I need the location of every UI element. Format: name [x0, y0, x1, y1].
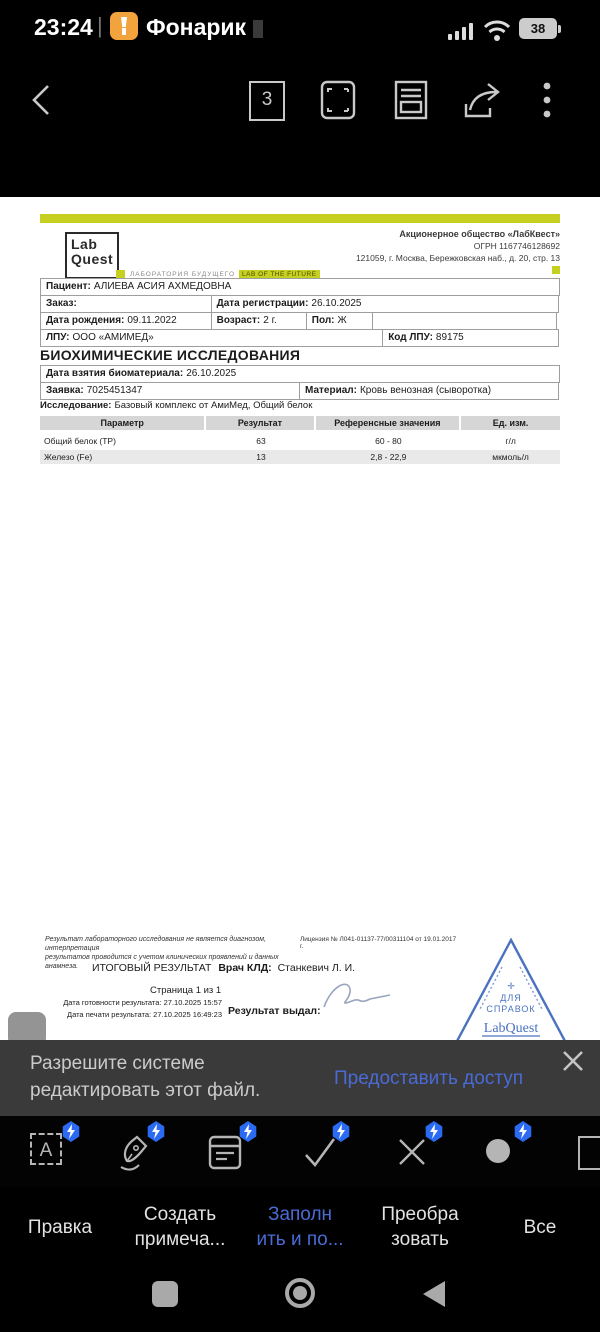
header-square — [552, 266, 560, 274]
document-page[interactable] — [0, 197, 600, 1040]
request-row: Заявка: 7025451347 Материал: Кровь венозная (сыворотка) — [40, 382, 560, 400]
crop-view-button[interactable] — [320, 80, 356, 120]
result-row: Общий белок (TP) 63 60 - 80 г/л — [44, 436, 516, 446]
text-tool-icon: A — [30, 1133, 62, 1165]
doc-company-block: Акционерное общество «ЛабКвест» ОГРН 1167746128692 121059, г. Москва, Бережковская наб., д. 20, стр. 13 — [355, 229, 560, 263]
back-button[interactable] — [28, 82, 56, 118]
doc-page-info: Страница 1 из 1 — [150, 985, 222, 996]
nav-back-button[interactable] — [423, 1281, 445, 1307]
wifi-icon — [482, 18, 512, 42]
android-navbar — [0, 1268, 600, 1332]
doc-disclaimer: Результат лабораторного исследования не является диагнозом, интерпретация результатов проводится с учетом клинических проявлений и данных анамнеза. — [45, 936, 279, 970]
signature-pen-icon — [115, 1133, 155, 1173]
annotation-toolbar — [0, 1116, 600, 1186]
labquest-logo: Lab Quest — [65, 232, 119, 279]
final-result-line: ИТОГОВЫЙ РЕЗУЛЬТАТ Врач КЛД: Станкевич Л. И. — [92, 962, 356, 974]
permission-banner — [0, 1040, 600, 1116]
rectangle-icon — [578, 1136, 600, 1170]
overflow-menu-button[interactable] — [542, 80, 552, 120]
close-icon[interactable] — [558, 1046, 588, 1076]
doc-dates: Дата готовности результата: 27.10.2025 15:57 Дата печати результата: 27.10.2025 16:49:23 — [63, 998, 222, 1019]
labquest-stamp — [452, 937, 570, 1040]
home-button[interactable] — [285, 1278, 315, 1308]
results-header: Параметр Результат Референсные значения Ед. изм. — [40, 416, 560, 430]
svg-text:СПРАВОК: СПРАВОК — [486, 1004, 536, 1014]
checkmark-tool-button[interactable] — [300, 1133, 336, 1169]
lpu-row: ЛПУ: ООО «АМИМЕД» Код ЛПУ: 89175 — [40, 329, 560, 347]
result-row: Железо (Fe) 13 2,8 - 22,9 мкмоль/л — [40, 450, 560, 464]
checkmark-icon — [300, 1133, 340, 1171]
patient-row: Пациент: АЛИЕВА АСИЯ АХМЕДОВНА — [40, 278, 560, 296]
cross-tool-button[interactable] — [393, 1133, 429, 1169]
grant-access-button[interactable]: Предоставить доступ — [334, 1068, 524, 1089]
bolt-badge-icon — [62, 1121, 80, 1142]
doc-license: Лицензия № Л041-01137-77/00311104 от 19.01.2017 г. — [300, 936, 457, 950]
page-count-button[interactable]: 3 — [249, 81, 285, 121]
section-title: БИОХИМИЧЕСКИЕ ИССЛЕДОВАНИЯ — [40, 347, 301, 363]
status-time: 23:24 — [34, 14, 93, 40]
bolt-badge-icon — [514, 1121, 532, 1142]
bottom-tabs — [0, 1186, 600, 1268]
status-app-name: Фонарик — [146, 14, 247, 40]
tab-convert[interactable]: Преобра зовать — [381, 1204, 459, 1250]
cross-icon — [393, 1133, 431, 1171]
tab-fill-sign[interactable]: Заполн ить и по... — [256, 1204, 344, 1250]
rect-tool-button[interactable] — [578, 1133, 600, 1169]
flashlight-icon — [110, 12, 138, 40]
dot-icon — [486, 1139, 510, 1163]
biomaterial-row: Дата взятия биоматериала: 26.10.2025 — [40, 365, 560, 383]
dot-tool-button[interactable] — [486, 1133, 522, 1169]
order-row: Заказ: Дата регистрации: 26.10.2025 — [40, 295, 560, 313]
tab-all[interactable]: Все — [523, 1216, 557, 1238]
note-icon — [207, 1133, 243, 1171]
signal-icon — [448, 22, 478, 40]
share-button[interactable] — [460, 80, 504, 120]
text-tool-button[interactable] — [30, 1133, 66, 1169]
study-row: Исследование: Базовый комплекс от АмиМед, Общий белок — [40, 400, 313, 411]
tab-edit[interactable]: Правка — [27, 1216, 93, 1238]
status-app-name-fade — [253, 20, 263, 38]
tab-create-note[interactable]: Создать примеча... — [134, 1204, 226, 1250]
status-divider: | — [97, 13, 103, 38]
svg-text:LabQuest: LabQuest — [483, 1021, 539, 1036]
doc-tagline: ЛАБОРАТОРИЯ БУДУЩЕГО LAB OF THE FUTURE — [130, 271, 320, 278]
svg-text:ДЛЯ: ДЛЯ — [500, 993, 522, 1003]
doctor-signature — [318, 977, 408, 1017]
reader-view-button[interactable] — [393, 80, 429, 120]
battery-icon: 38 — [519, 18, 557, 39]
svg-text:✛: ✛ — [507, 981, 515, 991]
battery-nub — [558, 25, 561, 33]
recents-button[interactable] — [152, 1281, 178, 1307]
signature-tool-button[interactable] — [115, 1133, 151, 1169]
issued-label: Результат выдал: — [228, 1005, 321, 1017]
doc-accent-bar — [40, 214, 560, 223]
birth-row: Дата рождения: 09.11.2022 Возраст: 2 г. Пол: Ж — [40, 312, 560, 330]
stamp-tool-button[interactable] — [207, 1133, 243, 1169]
permission-message: Разрешите системе редактировать этот файл. — [30, 1053, 261, 1101]
